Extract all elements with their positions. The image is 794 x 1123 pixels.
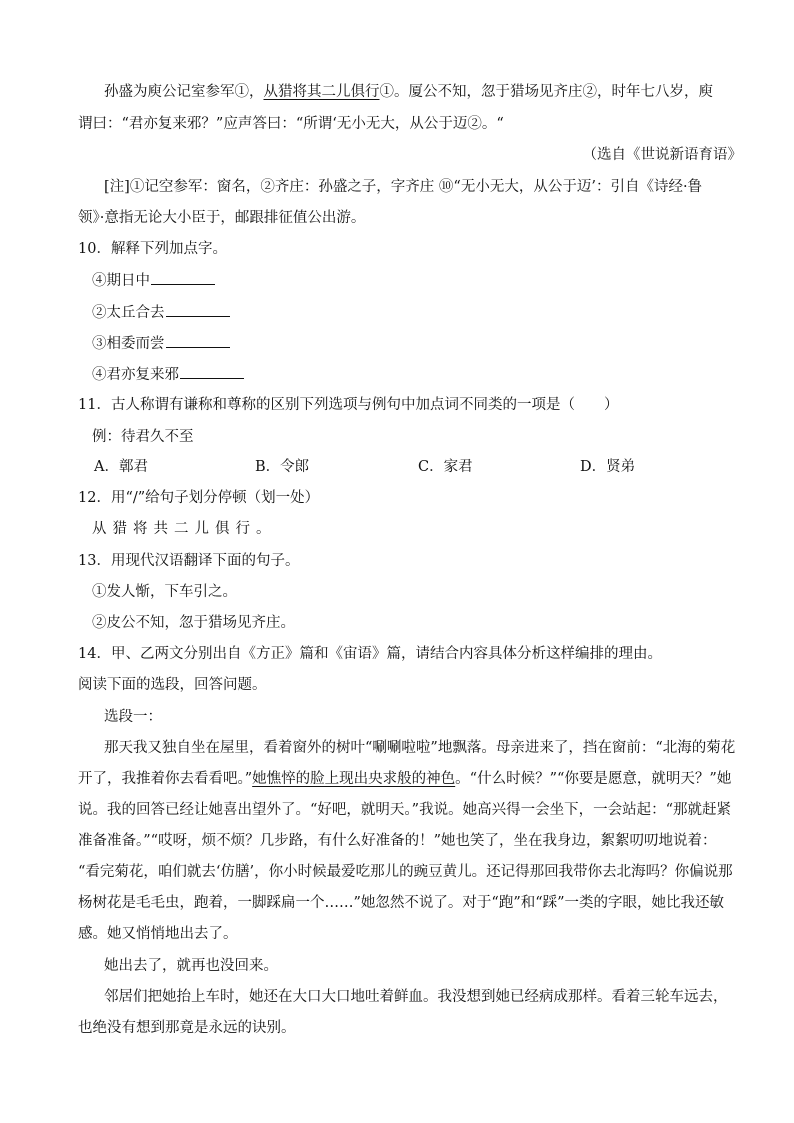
q11-option-b[interactable]: B．令郎 bbox=[255, 459, 310, 475]
underlined-phrase: 她憔悴的脸上现出央求般的神色 bbox=[252, 771, 456, 787]
q13-item-2: ②皮公不知，忽于猎场见齐庄。 bbox=[92, 615, 295, 631]
q11-example: 例：待君久不至 bbox=[92, 429, 194, 445]
excerpt-line-1: 那天我又独自坐在屋里，看着窗外的树叶“唰唰啦啦”地飘落。母亲进来了，挡在窗前：“北海的菊花 bbox=[104, 740, 736, 756]
underlined-phrase: 从猎将其二儿俱行 bbox=[263, 84, 380, 100]
passage-text: ①。厦公不知，忽于猎场见齐庄②，时年七八岁，庾 bbox=[379, 84, 713, 100]
q10-item-text: ③相委而尝 bbox=[92, 336, 165, 352]
q10-item-2 bbox=[92, 302, 748, 323]
excerpt-text: 开了，我推着你去看看吧。” bbox=[78, 771, 253, 787]
answer-blank[interactable] bbox=[151, 270, 215, 285]
q11-option-d[interactable]: D．贤弟 bbox=[580, 459, 636, 475]
passage-text: 孙盛为庾公记室参军①， bbox=[104, 84, 264, 100]
q10-item-text: ④君亦复来邪 bbox=[92, 367, 179, 383]
excerpt-line-9: 也绝没有想到那竟是永远的诀别。 bbox=[78, 1020, 296, 1036]
annotation-line-2: 领》·意指无论大小臣于，邮跟排征值公出游。 bbox=[78, 210, 366, 226]
excerpt-line-7: 感。她又悄悄地出去了。 bbox=[78, 926, 238, 942]
excerpt-line-5: “看完菊花，咱们就去‘仿膳’，你小时候最爱吃那儿的豌豆黄儿。还记得那回我带你去北海吗？你偏说那 bbox=[78, 864, 733, 880]
q11-option-a[interactable]: A．鄣君 bbox=[94, 459, 148, 475]
q10-item-text: ②太丘合去 bbox=[92, 305, 165, 321]
answer-blank[interactable] bbox=[166, 333, 230, 348]
q13-item-1: ①发人惭，下车引之。 bbox=[92, 584, 237, 600]
question-11-title: 11．古人称谓有谦称和尊称的区别下列选项与例句中加点词不同类的一项是（ ） bbox=[78, 397, 619, 413]
reading-intro: 阅读下面的选段，回答问题。 bbox=[78, 677, 267, 693]
q10-item-text: ④期日中 bbox=[92, 273, 150, 289]
q10-item-1 bbox=[92, 270, 748, 291]
excerpt-line-6: 杨树花是毛毛虫，跑着，一脚踩扁一个……”她忽然不说了。对于“跑”和“踩”一类的字眼，她比我还敏 bbox=[78, 895, 725, 911]
excerpt-line-4: 准备准备。”“哎呀，烦不烦？几步路，有什么好准备的！”她也笑了，坐在我身边，絮絮叨叨地说着： bbox=[78, 833, 717, 849]
excerpt-label: 选段一： bbox=[104, 709, 162, 725]
excerpt-line-2 bbox=[78, 769, 748, 789]
annotation-line-1: [注]①记空参军：窗名，②齐庄：孙盛之子，字齐庄 ⑩“无小无大，从公于迈’：引自《诗经·鲁 bbox=[104, 179, 703, 195]
excerpt-text: 。“什么时候？”“你要是愿意，就明天？”她 bbox=[455, 771, 732, 787]
q11-option-c[interactable]: C．家君 bbox=[418, 459, 473, 475]
question-12-title: 12．用“/”给句子划分停顿（划一处） bbox=[78, 490, 320, 506]
passage-line-2: 谓曰：“君亦复来邪？”应声答曰：“所谓‘无小无大，从公于迈②。“ bbox=[78, 116, 504, 132]
excerpt-paragraph-2: 她出去了，就再也没回来。 bbox=[104, 958, 278, 974]
answer-blank[interactable] bbox=[166, 302, 230, 317]
excerpt-line-3: 说。我的回答已经让她喜出望外了。“好吧，就明天。”我说。她高兴得一会坐下，一会站起：“那就赶紧 bbox=[78, 802, 731, 818]
question-14-title: 14．甲、乙两文分别出自《方正》篇和《宙语》篇，请结合内容具体分析这样编排的理由。 bbox=[78, 646, 662, 662]
answer-blank[interactable] bbox=[180, 364, 244, 379]
source-citation: （选自《世说新语育语》 bbox=[582, 147, 742, 163]
question-13-title: 13．用现代汉语翻译下面的句子。 bbox=[78, 553, 300, 569]
passage-line-1 bbox=[104, 82, 748, 102]
question-10-title: 10．解释下列加点字。 bbox=[78, 241, 227, 257]
q10-item-4 bbox=[92, 364, 748, 385]
excerpt-line-8: 邻居们把她抬上车时，她还在大口大口地吐着鲜血。我没想到她已经病成那样。看着三轮车远去， bbox=[104, 989, 728, 1005]
q10-item-3 bbox=[92, 333, 748, 354]
q12-sentence: 从猎将共二儿俱行。 bbox=[92, 521, 277, 537]
